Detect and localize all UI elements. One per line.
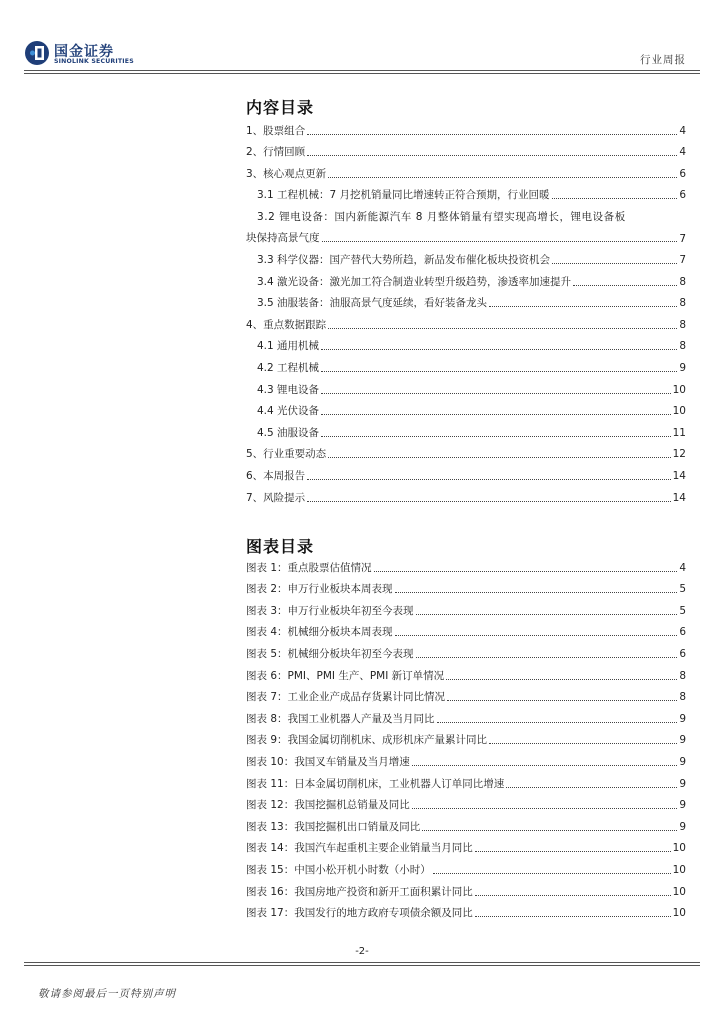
toc-entry[interactable] <box>246 397 686 419</box>
toc-entry-title: 4、重点数据跟踪 <box>246 318 327 331</box>
figure-entry-title: 图表 8：我国工业机器人产量及当月同比 <box>246 712 435 725</box>
dot-leader <box>489 743 677 744</box>
figure-entry-title: 图表 16：我国房地产投资和新开工面积累计同比 <box>246 885 473 898</box>
toc-entry[interactable] <box>246 202 686 245</box>
toc-entry-title: 3.1 工程机械：7 月挖机销量同比增速转正符合预期，行业回暖 <box>257 189 550 202</box>
toc-entry-page: 14 <box>672 469 686 482</box>
figure-entry[interactable] <box>246 877 686 899</box>
figure-entry[interactable] <box>246 726 686 748</box>
figure-entry-title: 图表 13：我国挖掘机出口销量及同比 <box>246 820 421 833</box>
dot-leader <box>412 765 678 766</box>
toc-entry-page: 9 <box>679 361 686 374</box>
toc-entry-page: 4 <box>679 124 686 137</box>
figure-entry-title: 图表 11：日本金属切削机床，工业机器人订单同比增速 <box>246 777 505 790</box>
figure-entry-page: 9 <box>679 777 686 790</box>
dot-leader <box>446 679 677 680</box>
dot-leader <box>321 414 671 415</box>
figure-entry[interactable] <box>246 596 686 618</box>
figure-entry[interactable] <box>246 834 686 856</box>
toc-entry-page: 6 <box>679 167 686 180</box>
figure-entry-title: 图表 9：我国金属切削机床、成形机床产量累计同比 <box>246 734 488 747</box>
toc-entry[interactable] <box>246 375 686 397</box>
toc-entry-title: 3、核心观点更新 <box>246 167 327 180</box>
figure-entry-page: 6 <box>679 626 686 639</box>
figure-list <box>246 553 686 920</box>
toc-entry-title: 4.5 油服设备 <box>257 426 320 439</box>
figure-entry[interactable] <box>246 791 686 813</box>
dot-leader <box>475 895 671 896</box>
figure-entry[interactable] <box>246 899 686 921</box>
toc-entry-page: 8 <box>679 318 686 331</box>
toc-entry-page: 8 <box>679 340 686 353</box>
dot-leader <box>433 873 671 874</box>
toc-entry-title: 5、行业重要动态 <box>246 448 327 461</box>
figure-entry[interactable] <box>246 661 686 683</box>
toc-entry[interactable] <box>246 440 686 462</box>
figure-entry-page: 10 <box>672 863 686 876</box>
dot-leader <box>307 155 677 156</box>
toc-entry[interactable] <box>246 289 686 311</box>
figure-entry[interactable] <box>246 575 686 597</box>
figure-entry-title: 图表 6：PMI、PMI 生产、PMI 新订单情况 <box>246 669 445 682</box>
toc-entry-title: 4.3 锂电设备 <box>257 383 320 396</box>
dot-leader <box>552 198 678 199</box>
dot-leader <box>307 134 677 135</box>
dot-leader <box>307 501 670 502</box>
figure-entry[interactable] <box>246 704 686 726</box>
footer-divider-secondary <box>24 965 700 966</box>
disclaimer-text: 敬请参阅最后一页特别声明 <box>38 988 176 1000</box>
toc-entry-page: 14 <box>672 491 686 504</box>
dot-leader <box>395 635 678 636</box>
figure-entry[interactable] <box>246 639 686 661</box>
dot-leader <box>321 393 671 394</box>
dot-leader <box>437 722 678 723</box>
dot-leader <box>552 263 677 264</box>
dot-leader <box>328 328 677 329</box>
header-divider <box>24 70 700 71</box>
figure-entry-page: 10 <box>672 907 686 920</box>
figure-entry-page: 9 <box>679 712 686 725</box>
toc-entry[interactable] <box>246 461 686 483</box>
figure-entry-page: 8 <box>679 669 686 682</box>
dot-leader <box>475 916 671 917</box>
toc-entry[interactable] <box>246 483 686 505</box>
company-logo <box>24 38 164 68</box>
dot-leader <box>321 349 677 350</box>
figure-entry[interactable] <box>246 812 686 834</box>
toc-entry-title: 3.3 科学仪器：国产替代大势所趋，新品发布催化板块投资机会 <box>257 253 551 266</box>
figure-entry-page: 10 <box>672 885 686 898</box>
figure-entry-page: 6 <box>679 647 686 660</box>
figure-entry-title: 图表 5：机械细分板块年初至今表现 <box>246 647 414 660</box>
header-divider-secondary <box>24 73 700 74</box>
toc-entry-page: 10 <box>672 383 686 396</box>
figure-entry-page: 8 <box>679 691 686 704</box>
page-number: -2- <box>355 946 369 957</box>
toc-entry-title: 3.4 激光设备：激光加工符合制造业转型升级趋势，渗透率加速提升 <box>257 275 572 288</box>
toc-entry-page: 11 <box>672 426 686 439</box>
toc-entry-page: 12 <box>672 448 686 461</box>
toc-entry-page: 10 <box>672 405 686 418</box>
toc-title: 内容目录 <box>246 98 315 117</box>
figure-entry-title: 图表 15：中国小松开机小时数（小时） <box>246 863 431 876</box>
figure-list-title: 图表目录 <box>246 537 315 556</box>
toc-entry[interactable] <box>246 245 686 267</box>
toc-entry-title: 3.2 锂电设备：国内新能源汽车 8 月整体销量有望实现高增长，锂电设备板 <box>257 210 626 223</box>
dot-leader <box>328 177 677 178</box>
toc-entry-title: 4.2 工程机械 <box>257 361 320 374</box>
toc-entry[interactable] <box>246 267 686 289</box>
toc-entry-title: 4.1 通用机械 <box>257 340 320 353</box>
footer-divider <box>24 962 700 963</box>
toc-entry-title: 2、行情回顾 <box>246 146 306 159</box>
report-type-label: 行业周报 <box>640 54 686 66</box>
toc-entry-page: 6 <box>679 189 686 202</box>
toc-entry-title: 6、本周报告 <box>246 469 306 482</box>
toc-entry[interactable] <box>246 159 686 181</box>
toc-entry[interactable] <box>246 138 686 160</box>
dot-leader <box>412 808 678 809</box>
figure-entry-page: 9 <box>679 799 686 812</box>
toc-entry-title: 7、风险提示 <box>246 491 306 504</box>
figure-entry-title: 图表 12：我国挖掘机总销量及同比 <box>246 799 410 812</box>
figure-entry-page: 5 <box>679 604 686 617</box>
toc-entry-title: 1、股票组合 <box>246 124 306 137</box>
figure-entry-page: 10 <box>672 842 686 855</box>
dot-leader <box>321 371 677 372</box>
figure-entry-title: 图表 4：机械细分板块本周表现 <box>246 626 393 639</box>
dot-leader <box>395 592 678 593</box>
page-header <box>0 0 724 70</box>
figure-entry-title: 图表 14：我国汽车起重机主要企业销量当月同比 <box>246 842 473 855</box>
figure-entry[interactable] <box>246 683 686 705</box>
logo-english-name: SINOLINK SECURITIES <box>54 58 134 65</box>
toc-entry-page: 8 <box>679 297 686 310</box>
figure-entry[interactable] <box>246 769 686 791</box>
toc-entry[interactable] <box>246 116 686 138</box>
dot-leader <box>489 306 677 307</box>
figure-entry-page: 9 <box>679 755 686 768</box>
figure-entry-title: 图表 10：我国叉车销量及当月增速 <box>246 755 410 768</box>
figure-entry[interactable] <box>246 553 686 575</box>
dot-leader <box>321 436 671 437</box>
figure-entry-title: 图表 7：工业企业产成品存货累计同比情况 <box>246 691 446 704</box>
dot-leader <box>573 285 677 286</box>
sinolink-logo-icon <box>24 40 50 66</box>
dot-leader <box>328 457 670 458</box>
dot-leader <box>374 571 678 572</box>
dot-leader <box>475 851 671 852</box>
figure-entry-title: 图表 3：申万行业板块年初至今表现 <box>246 604 414 617</box>
toc-entry[interactable] <box>246 310 686 332</box>
figure-entry[interactable] <box>246 855 686 877</box>
toc-entry-page: 8 <box>679 275 686 288</box>
toc-entry-page: 7 <box>679 253 686 266</box>
dot-leader <box>416 657 678 658</box>
dot-leader <box>422 830 677 831</box>
toc-entry-title: 4.4 光伏设备 <box>257 405 320 418</box>
toc-entry[interactable] <box>246 418 686 440</box>
figure-entry-page: 5 <box>679 583 686 596</box>
toc-entry[interactable] <box>246 181 686 203</box>
dot-leader <box>322 241 678 242</box>
toc-entry[interactable] <box>246 353 686 375</box>
figure-entry-title: 图表 17：我国发行的地方政府专项债余额及同比 <box>246 907 473 920</box>
toc-entry-title: 3.5 油服装备：油服高景气度延续，看好装备龙头 <box>257 297 488 310</box>
figure-entry-page: 9 <box>679 820 686 833</box>
toc-entry-page: 4 <box>679 146 686 159</box>
logo-chinese-name: 国金证券 <box>54 44 114 60</box>
toc-entry-title-continued: 块保持高景气度 <box>246 232 320 245</box>
figure-entry-page: 4 <box>679 561 686 574</box>
dot-leader <box>416 614 678 615</box>
figure-entry-page: 9 <box>679 734 686 747</box>
figure-entry-title: 图表 2：申万行业板块本周表现 <box>246 583 393 596</box>
dot-leader <box>307 479 670 480</box>
table-of-contents <box>246 116 686 505</box>
figure-entry-title: 图表 1：重点股票估值情况 <box>246 561 372 574</box>
dot-leader <box>506 787 677 788</box>
dot-leader <box>447 700 677 701</box>
toc-entry[interactable] <box>246 332 686 354</box>
toc-entry-page: 7 <box>679 233 686 246</box>
figure-entry[interactable] <box>246 618 686 640</box>
figure-entry[interactable] <box>246 747 686 769</box>
